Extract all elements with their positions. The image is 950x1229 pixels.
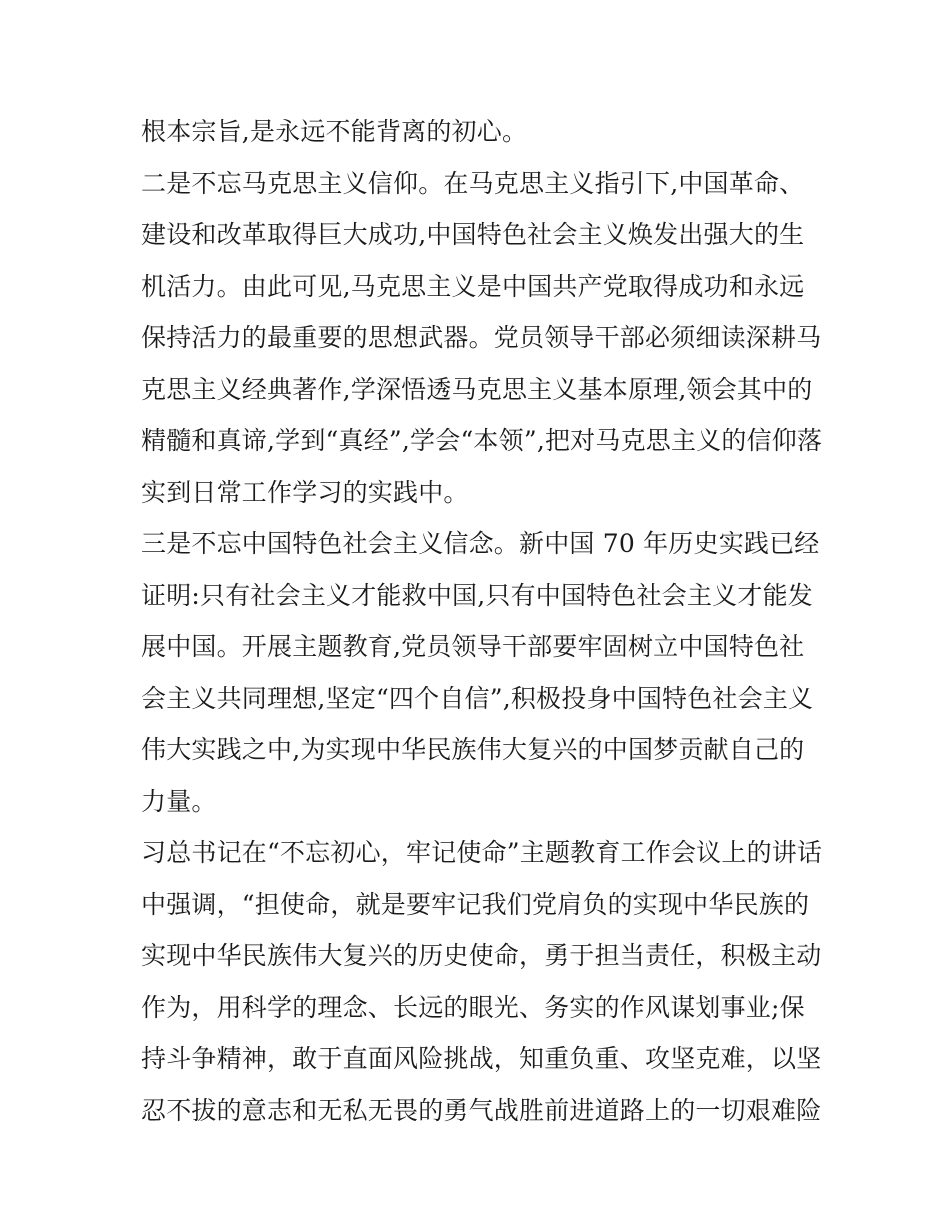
text-line: 作为，用科学的理念、长远的眼光、务实的作风谋划事业;保 bbox=[141, 992, 805, 1022]
text-line: 实到日常工作学习的实践中。 bbox=[141, 477, 469, 507]
text-line: 克思主义经典著作,学深悟透马克思主义基本原理,领会其中的 bbox=[141, 374, 813, 404]
text-line: 证明:只有社会主义才能救中国,只有中国特色社会主义才能发 bbox=[141, 580, 813, 610]
text-line: 机活力。由此可见,马克思主义是中国共产党取得成功和永远 bbox=[141, 271, 805, 301]
text-line: 力量。 bbox=[141, 786, 217, 816]
text-line: 忍不拔的意志和无私无畏的勇气战胜前进道路上的一切艰难险 bbox=[141, 1095, 822, 1125]
text-line: 二是不忘马克思主义信仰。在马克思主义指引下,中国革命、 bbox=[141, 168, 805, 198]
document-body bbox=[141, 106, 821, 1136]
text-line: 会主义共同理想,坚定“四个自信”,积极投身中国特色社会主义 bbox=[141, 683, 814, 713]
text-line: 伟大实践之中,为实现中华民族伟大复兴的中国梦贡献自己的 bbox=[141, 735, 805, 764]
text-line: 持斗争精神，敢于直面风险挑战，知重负重、攻坚克难，以坚 bbox=[141, 1044, 822, 1073]
text-line: 精髓和真谛,学到“真经”,学会“本领”,把对马克思主义的信仰落 bbox=[141, 426, 823, 455]
text-line: 中强调，“担使命，就是要牢记我们党肩负的实现中华民族的 bbox=[141, 889, 810, 919]
text-line: 建设和改革取得巨大成功,中国特色社会主义焕发出强大的生 bbox=[141, 220, 805, 249]
text-line: 三是不忘中国特色社会主义信念。新中国 70 年历史实践已经 bbox=[141, 529, 820, 558]
text-line: 保持活力的最重要的思想武器。党员领导干部必须细读深耕马 bbox=[141, 323, 822, 352]
text-line: 实现中华民族伟大复兴的历史使命，勇于担当责任，积极主动 bbox=[141, 941, 822, 970]
text-line: 根本宗旨,是永远不能背离的初心。 bbox=[141, 117, 528, 146]
text-line: 习总书记在“不忘初心，牢记使命”主题教育工作会议上的讲话 bbox=[141, 838, 823, 867]
text-line: 展中国。开展主题教育,党员领导干部要牢固树立中国特色社 bbox=[141, 632, 805, 661]
